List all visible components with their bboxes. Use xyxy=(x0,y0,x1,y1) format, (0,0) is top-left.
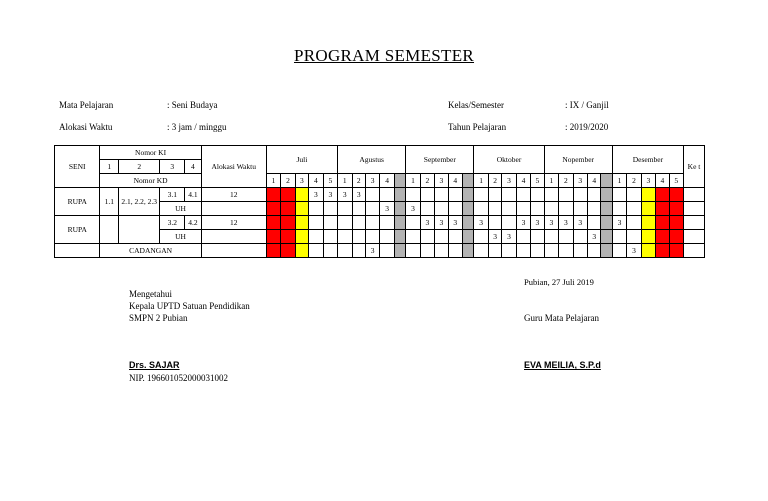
week-cell xyxy=(612,188,626,202)
week-cell xyxy=(365,216,379,230)
week-number: 2 xyxy=(281,174,295,188)
week-cell xyxy=(448,230,462,244)
week-cell xyxy=(323,230,338,244)
week-cell xyxy=(295,230,308,244)
week-cell xyxy=(502,188,516,202)
week-cell xyxy=(544,230,558,244)
week-cell xyxy=(266,202,280,216)
kd-empty xyxy=(100,216,119,244)
ket-cell xyxy=(684,202,705,216)
alokasi-header: Alokasi Waktu xyxy=(201,146,266,188)
week-number: 2 xyxy=(488,174,501,188)
week-cell: 3 xyxy=(627,244,641,258)
kd-empty xyxy=(119,216,160,244)
week-cell xyxy=(612,230,626,244)
week-cell xyxy=(435,188,448,202)
week-cell xyxy=(669,216,683,230)
week-cell xyxy=(266,188,280,202)
kd-4-1: 4.1 xyxy=(185,188,202,202)
week-cell xyxy=(502,216,516,230)
week-cell xyxy=(588,188,601,202)
week-cell xyxy=(394,216,405,230)
kepala-title: Kepala UPTD Satuan Pendidikan xyxy=(129,301,250,311)
week-number: 5 xyxy=(323,174,338,188)
week-cell xyxy=(365,230,379,244)
week-cell: 3 xyxy=(474,216,488,230)
week-cell xyxy=(641,230,655,244)
week-cell xyxy=(435,230,448,244)
week-cell: 3 xyxy=(559,216,573,230)
week-number: 3 xyxy=(573,174,587,188)
alokasi-value xyxy=(201,244,266,258)
week-number: 1 xyxy=(612,174,626,188)
page-title: PROGRAM SEMESTER xyxy=(293,46,475,65)
week-number: 3 xyxy=(641,174,655,188)
month-agustus: Agustus xyxy=(338,146,406,174)
week-cell xyxy=(323,202,338,216)
week-cell xyxy=(338,230,352,244)
kd-2: 2.1, 2.2, 2.3 xyxy=(119,188,160,216)
week-cell: 3 xyxy=(588,230,601,244)
week-number: 1 xyxy=(544,174,558,188)
week-cell xyxy=(323,216,338,230)
week-cell: 3 xyxy=(435,216,448,230)
week-cell xyxy=(281,188,295,202)
kd-4-2: 4.2 xyxy=(185,216,202,230)
week-number: 3 xyxy=(365,174,379,188)
kelas-value: : IX / Ganjil xyxy=(565,100,609,110)
week-cell xyxy=(516,202,530,216)
week-cell: 3 xyxy=(488,230,501,244)
week-cell xyxy=(559,230,573,244)
week-cell xyxy=(656,216,669,230)
uh-label: UH xyxy=(160,230,201,244)
week-cell xyxy=(394,188,405,202)
week-cell: 3 xyxy=(612,216,626,230)
week-cell xyxy=(295,202,308,216)
ket-cell xyxy=(684,216,705,230)
week-cell xyxy=(641,188,655,202)
week-cell: 3 xyxy=(323,188,338,202)
week-cell xyxy=(394,244,405,258)
week-cell xyxy=(448,188,462,202)
week-cell xyxy=(641,216,655,230)
week-cell xyxy=(309,216,323,230)
kd-1-1: 1.1 xyxy=(100,188,119,216)
week-cell: 3 xyxy=(502,230,516,244)
week-cell xyxy=(588,244,601,258)
week-cell xyxy=(627,216,641,230)
week-cell xyxy=(612,202,626,216)
cadangan-empty xyxy=(55,244,100,258)
week-cell xyxy=(365,188,379,202)
week-cell xyxy=(601,188,612,202)
week-number xyxy=(601,174,612,188)
week-cell xyxy=(588,202,601,216)
week-number: 1 xyxy=(474,174,488,188)
week-cell xyxy=(406,244,420,258)
week-cell xyxy=(352,244,365,258)
week-cell xyxy=(295,216,308,230)
alokasi-value: : 3 jam / minggu xyxy=(167,122,227,132)
ket-cell xyxy=(684,230,705,244)
week-cell xyxy=(295,188,308,202)
week-cell xyxy=(559,188,573,202)
week-cell xyxy=(573,202,587,216)
week-cell xyxy=(601,216,612,230)
week-cell: 3 xyxy=(420,216,434,230)
week-cell xyxy=(463,188,474,202)
week-cell xyxy=(338,244,352,258)
sign-date: Pubian, 27 Juli 2019 xyxy=(524,277,594,287)
week-cell xyxy=(474,202,488,216)
nomor-ki-header: Nomor KI xyxy=(100,146,201,160)
week-cell xyxy=(488,202,501,216)
week-number: 2 xyxy=(352,174,365,188)
week-cell xyxy=(627,230,641,244)
kd-3-2: 3.2 xyxy=(160,216,185,230)
rupa-label: RUPA xyxy=(55,216,100,244)
week-cell xyxy=(516,188,530,202)
nomor-kd-header: Nomor KD xyxy=(100,174,201,188)
week-cell xyxy=(420,188,434,202)
week-cell xyxy=(544,188,558,202)
week-cell xyxy=(641,202,655,216)
month-september: September xyxy=(406,146,474,174)
week-cell xyxy=(420,244,434,258)
week-number xyxy=(394,174,405,188)
week-cell xyxy=(669,230,683,244)
week-cell xyxy=(573,244,587,258)
week-number: 3 xyxy=(295,174,308,188)
kd-3-1: 3.1 xyxy=(160,188,185,202)
week-cell xyxy=(669,188,683,202)
week-cell xyxy=(406,216,420,230)
week-cell xyxy=(352,202,365,216)
uh-label: UH xyxy=(160,202,201,216)
week-number: 4 xyxy=(380,174,394,188)
week-cell xyxy=(559,244,573,258)
alokasi-value xyxy=(201,202,266,216)
week-cell xyxy=(601,202,612,216)
week-number: 4 xyxy=(588,174,601,188)
seni-header: SENI xyxy=(55,146,100,188)
month-nopember: Nopember xyxy=(544,146,612,174)
week-cell xyxy=(488,188,501,202)
week-cell xyxy=(309,202,323,216)
week-cell xyxy=(656,202,669,216)
week-cell xyxy=(573,188,587,202)
week-cell xyxy=(544,202,558,216)
week-number: 5 xyxy=(669,174,683,188)
week-cell xyxy=(531,230,544,244)
week-cell xyxy=(488,216,501,230)
schedule-table xyxy=(54,145,705,258)
week-number: 4 xyxy=(309,174,323,188)
month-oktober: Oktober xyxy=(474,146,544,174)
week-cell xyxy=(420,202,434,216)
week-cell xyxy=(380,230,394,244)
mapel-value: : Seni Budaya xyxy=(167,100,218,110)
week-cell xyxy=(502,202,516,216)
ki-3: 3 xyxy=(160,160,185,174)
week-cell xyxy=(266,244,280,258)
week-number: 4 xyxy=(448,174,462,188)
week-cell xyxy=(281,244,295,258)
week-number: 1 xyxy=(406,174,420,188)
kepala-nip: NIP. 196601052000031002 xyxy=(129,373,229,383)
week-cell xyxy=(588,216,601,230)
week-number xyxy=(463,174,474,188)
week-cell xyxy=(281,230,295,244)
week-cell xyxy=(601,244,612,258)
week-cell: 3 xyxy=(338,188,352,202)
rupa-label: RUPA xyxy=(55,188,100,216)
week-cell xyxy=(338,202,352,216)
week-number: 2 xyxy=(420,174,434,188)
week-number: 3 xyxy=(502,174,516,188)
week-cell xyxy=(656,188,669,202)
week-cell xyxy=(531,244,544,258)
week-cell xyxy=(627,202,641,216)
week-cell xyxy=(352,216,365,230)
alokasi-value: 12 xyxy=(201,216,266,230)
week-cell xyxy=(448,202,462,216)
week-number: 1 xyxy=(338,174,352,188)
week-cell xyxy=(474,188,488,202)
week-cell xyxy=(394,230,405,244)
mengetahui-text: Mengetahui xyxy=(129,289,172,299)
week-number: 2 xyxy=(627,174,641,188)
alokasi-value: 12 xyxy=(201,188,266,202)
month-juli: Juli xyxy=(266,146,337,174)
week-cell: 3 xyxy=(448,216,462,230)
week-cell xyxy=(656,230,669,244)
ki-1: 1 xyxy=(100,160,119,174)
week-cell xyxy=(463,244,474,258)
ket-cell xyxy=(684,244,705,258)
week-cell: 3 xyxy=(309,188,323,202)
week-cell xyxy=(266,230,280,244)
guru-name: EVA MEILIA, S.P.d xyxy=(524,360,601,370)
week-cell xyxy=(612,244,626,258)
week-cell xyxy=(435,244,448,258)
week-number: 5 xyxy=(531,174,544,188)
week-cell: 3 xyxy=(380,202,394,216)
week-cell xyxy=(544,244,558,258)
mapel-label: Mata Pelajaran xyxy=(59,100,114,110)
ki-2: 2 xyxy=(119,160,160,174)
week-cell xyxy=(559,202,573,216)
week-cell xyxy=(420,230,434,244)
week-cell xyxy=(516,230,530,244)
week-cell xyxy=(601,230,612,244)
week-number: 2 xyxy=(559,174,573,188)
month-desember: Desember xyxy=(612,146,683,174)
school-name: SMPN 2 Pubian xyxy=(129,313,188,323)
week-cell xyxy=(435,202,448,216)
week-number: 4 xyxy=(656,174,669,188)
week-cell: 3 xyxy=(544,216,558,230)
week-cell xyxy=(406,188,420,202)
week-cell: 3 xyxy=(531,216,544,230)
week-cell xyxy=(266,216,280,230)
week-cell xyxy=(380,188,394,202)
week-cell xyxy=(394,202,405,216)
week-cell xyxy=(380,216,394,230)
week-cell xyxy=(309,230,323,244)
week-cell xyxy=(281,202,295,216)
week-number: 4 xyxy=(516,174,530,188)
cadangan-label: CADANGAN xyxy=(100,244,201,258)
week-cell xyxy=(474,230,488,244)
week-cell xyxy=(406,230,420,244)
week-cell xyxy=(380,244,394,258)
week-cell xyxy=(516,244,530,258)
week-cell xyxy=(531,202,544,216)
week-cell: 3 xyxy=(365,244,379,258)
week-number: 3 xyxy=(435,174,448,188)
ket-header: Ke t xyxy=(684,146,705,188)
week-cell xyxy=(669,244,683,258)
week-cell xyxy=(309,244,323,258)
week-cell xyxy=(352,230,365,244)
week-cell: 3 xyxy=(352,188,365,202)
alokasi-value xyxy=(201,230,266,244)
week-cell xyxy=(474,244,488,258)
week-cell xyxy=(656,244,669,258)
week-cell xyxy=(627,188,641,202)
week-cell: 3 xyxy=(573,216,587,230)
week-cell xyxy=(641,244,655,258)
week-cell: 3 xyxy=(516,216,530,230)
ket-cell xyxy=(684,188,705,202)
week-number: 1 xyxy=(266,174,280,188)
week-cell xyxy=(488,244,501,258)
week-cell xyxy=(338,216,352,230)
tahun-label: Tahun Pelajaran xyxy=(448,122,507,132)
guru-title: Guru Mata Pelajaran xyxy=(524,313,599,323)
week-cell xyxy=(531,188,544,202)
week-cell xyxy=(463,202,474,216)
week-cell xyxy=(502,244,516,258)
week-cell xyxy=(323,244,338,258)
week-cell xyxy=(295,244,308,258)
week-cell xyxy=(281,216,295,230)
week-cell xyxy=(448,244,462,258)
week-cell xyxy=(669,202,683,216)
kepala-name: Drs. SAJAR xyxy=(129,360,180,370)
week-cell xyxy=(365,202,379,216)
ki-4: 4 xyxy=(185,160,202,174)
alokasi-label: Alokasi Waktu xyxy=(59,122,113,132)
week-cell: 3 xyxy=(406,202,420,216)
week-cell xyxy=(573,230,587,244)
kelas-label: Kelas/Semester xyxy=(448,100,504,110)
week-cell xyxy=(463,216,474,230)
tahun-value: : 2019/2020 xyxy=(565,122,609,132)
week-cell xyxy=(463,230,474,244)
